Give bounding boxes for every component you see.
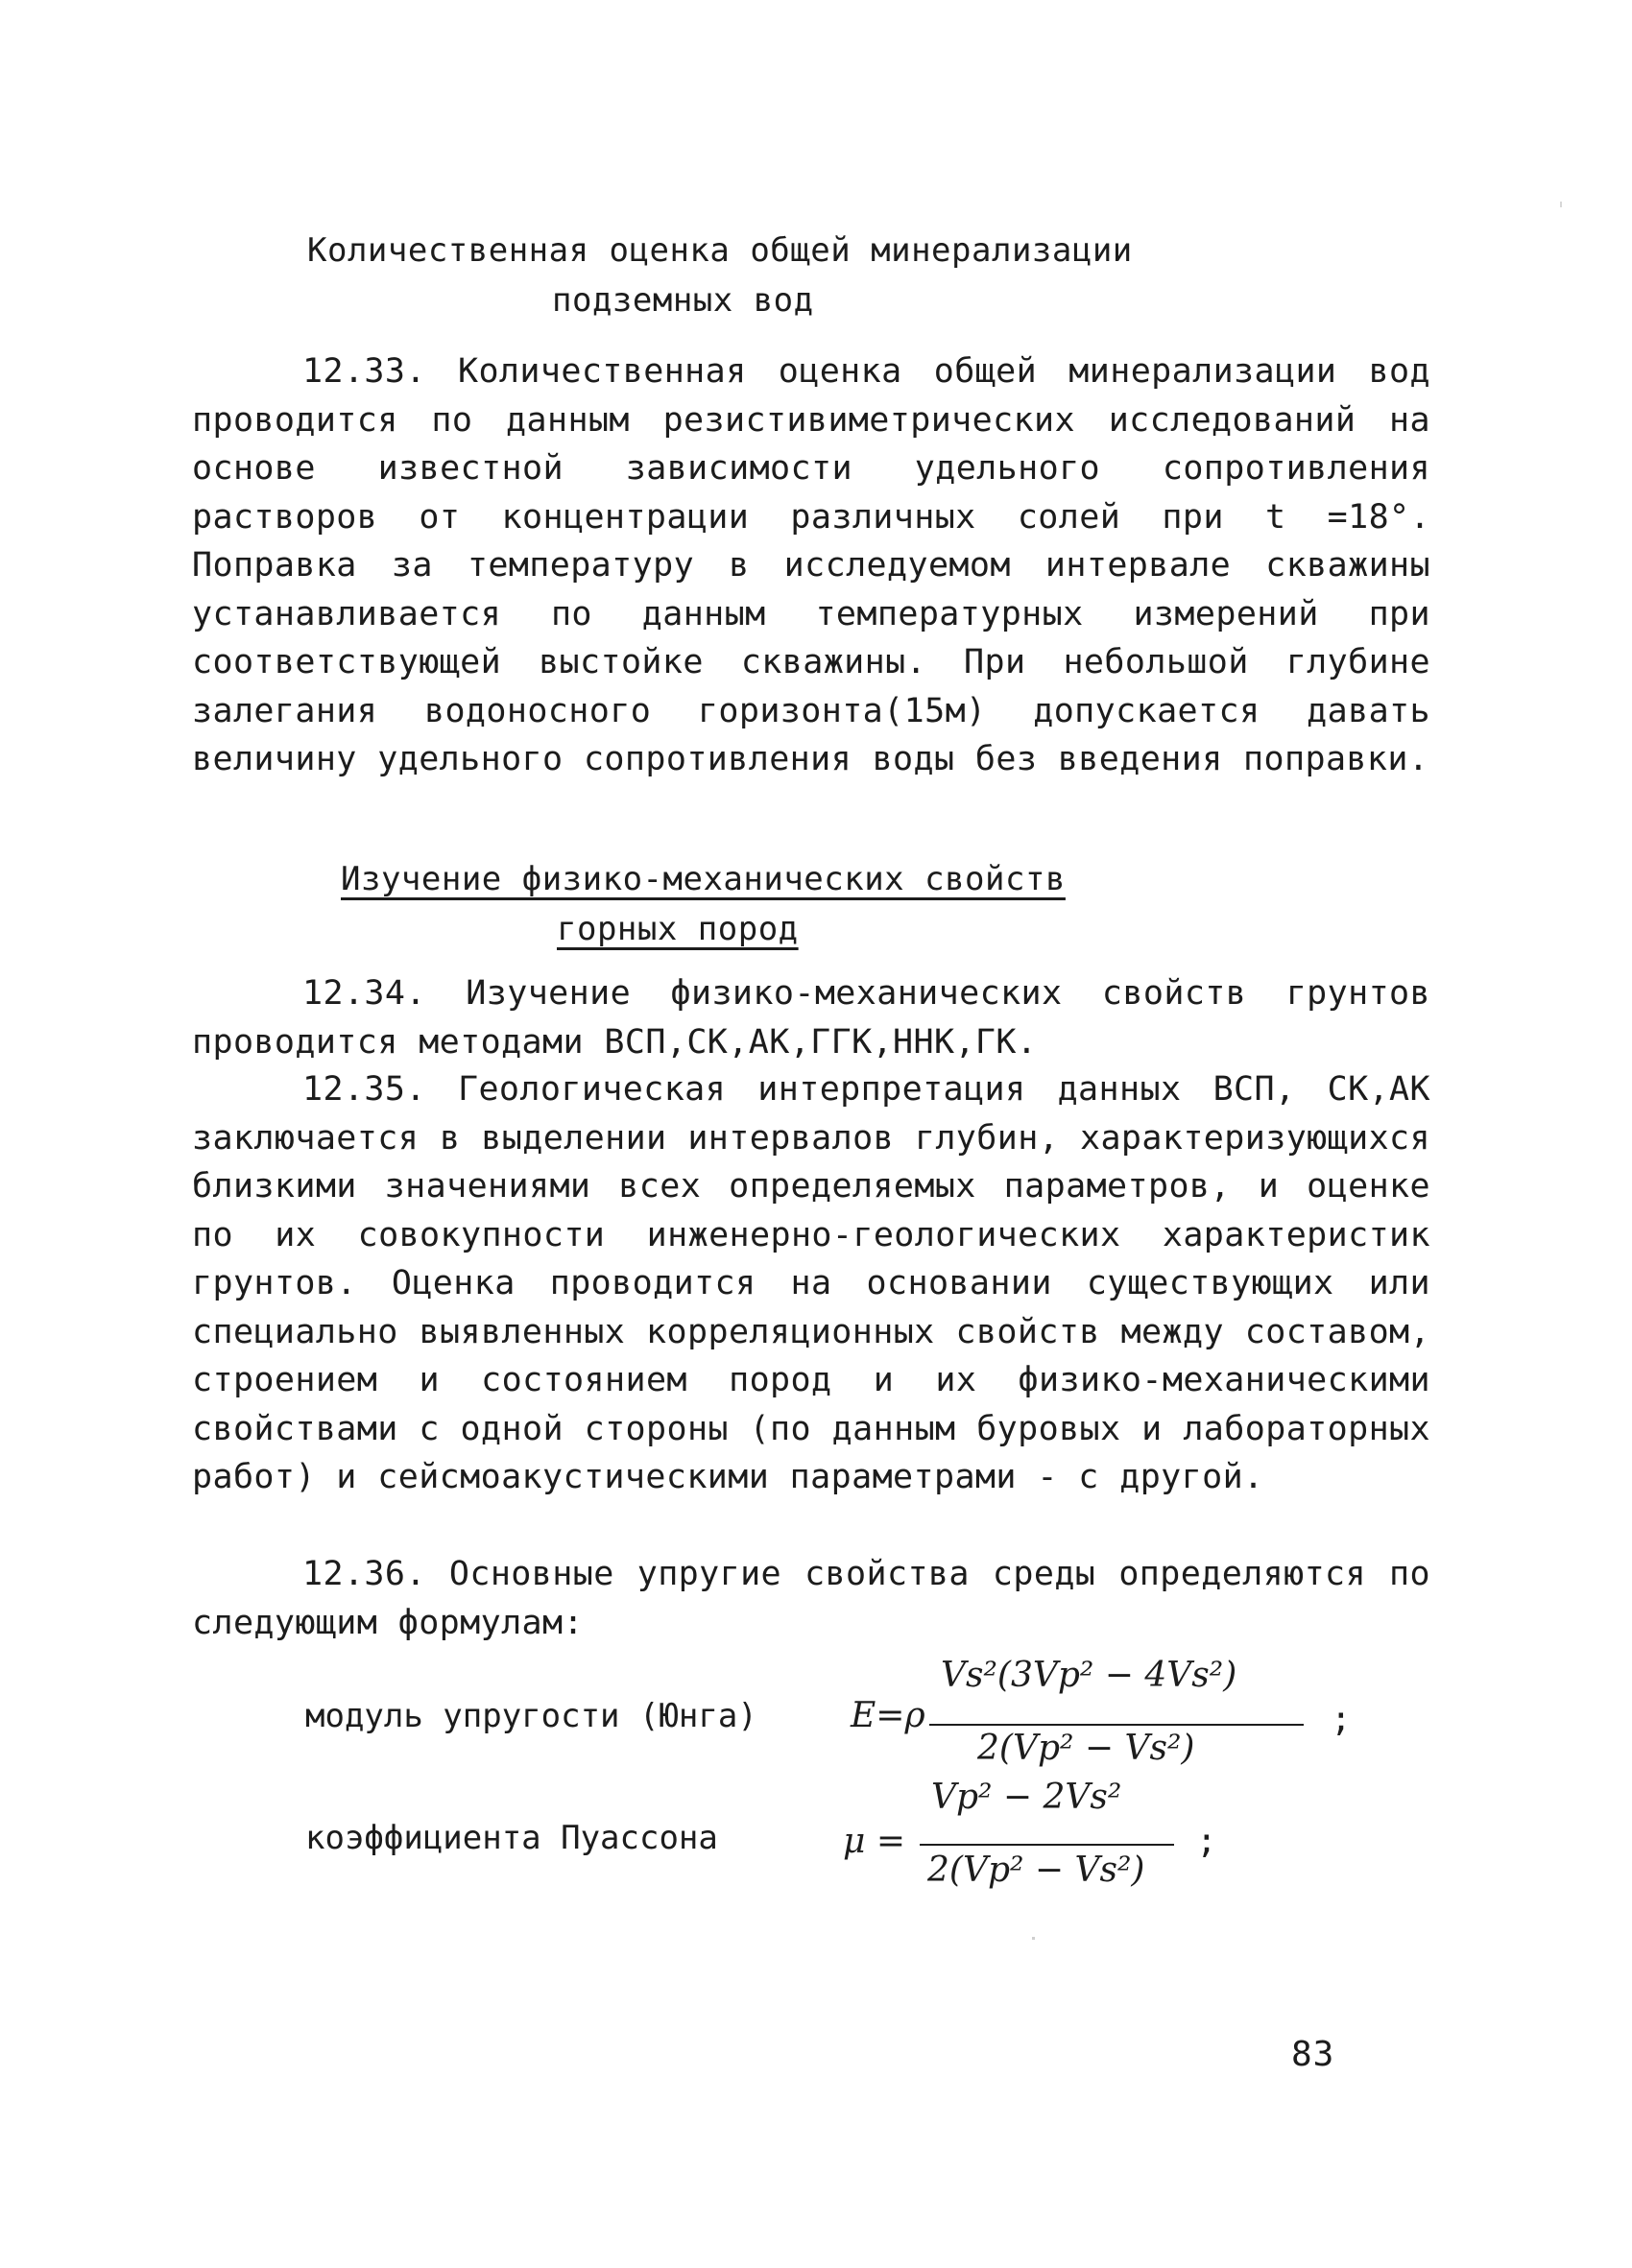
- formula-terminator: ;: [1196, 1822, 1217, 1861]
- section-heading-mineralization: [307, 226, 1229, 325]
- page-number: 83: [1291, 2035, 1335, 2074]
- section-heading-line: Количественная оценка общей минерализации: [307, 231, 1133, 270]
- fraction-bar: [920, 1844, 1174, 1846]
- paragraph-12-36: 12.36. Основные упругие свойства среды определяются по следующим формулам:: [192, 1555, 1430, 1642]
- fraction-bar: [929, 1724, 1304, 1726]
- paragraph-12-35: 12.35. Геологическая интерпретация данных ВСП, СК,АК заключается в выделении интервалов глубин, характеризующихся близкими значениями всех определяемых параметров, и оценке по их совокупности инженерно-геологических характеристик грунтов. Оценка проводится на основании существующих или специально выявленных корреляционных свойств между составом, строением и состоянием пород и их физико-механическими свойствами с одной стороны (по данным буровых и лабораторных работ) и сейсмоакустическими параметрами - с другой.: [192, 1070, 1430, 1496]
- section-heading-physical-mechanical: [341, 854, 1262, 954]
- formula-terminator: ;: [1331, 1700, 1352, 1739]
- formula-numerator: Vp² − 2Vs²: [931, 1778, 1122, 1817]
- scan-artifact: [1032, 1937, 1035, 1940]
- section-heading-line: горных пород: [557, 910, 799, 948]
- formula-numerator: Vs²(3Vp² − 4Vs²): [941, 1656, 1237, 1695]
- formula-lhs: E=ρ: [851, 1696, 925, 1735]
- paragraph-12-34: 12.34. Изучение физико-механических свойств грунтов проводится методами ВСП,СК,АК,ГГК,ННК,ГК.: [192, 974, 1430, 1062]
- section-heading-line: подземных вод: [552, 281, 814, 320]
- formula-label: модуль упругости (Юнга): [305, 1697, 757, 1735]
- scan-artifact: [1560, 202, 1562, 207]
- formula-denominator: 2(Vp² − Vs²): [977, 1729, 1195, 1768]
- formula-lhs: μ =: [843, 1822, 906, 1861]
- paragraph-12-33: 12.33. Количественная оценка общей минерализации вод проводится по данным резистивиметрических исследований на основе известной зависимости удельного сопротивления растворов от концентрации различных солей при t =18°. Поправка за температуру в исследуемом интервале скважины устанавливается по данным температурных измерений при соответствующей выстойке скважины. При небольшой глубине залегания водоносного горизонта(15м) допускается давать величину удельного сопротивления воды без введения поправки.: [192, 352, 1430, 778]
- formula-denominator: 2(Vp² − Vs²): [927, 1850, 1145, 1890]
- section-heading-line: Изучение физико-механических свойств: [341, 860, 1066, 898]
- formula-label: коэффициента Пуассона: [305, 1819, 718, 1857]
